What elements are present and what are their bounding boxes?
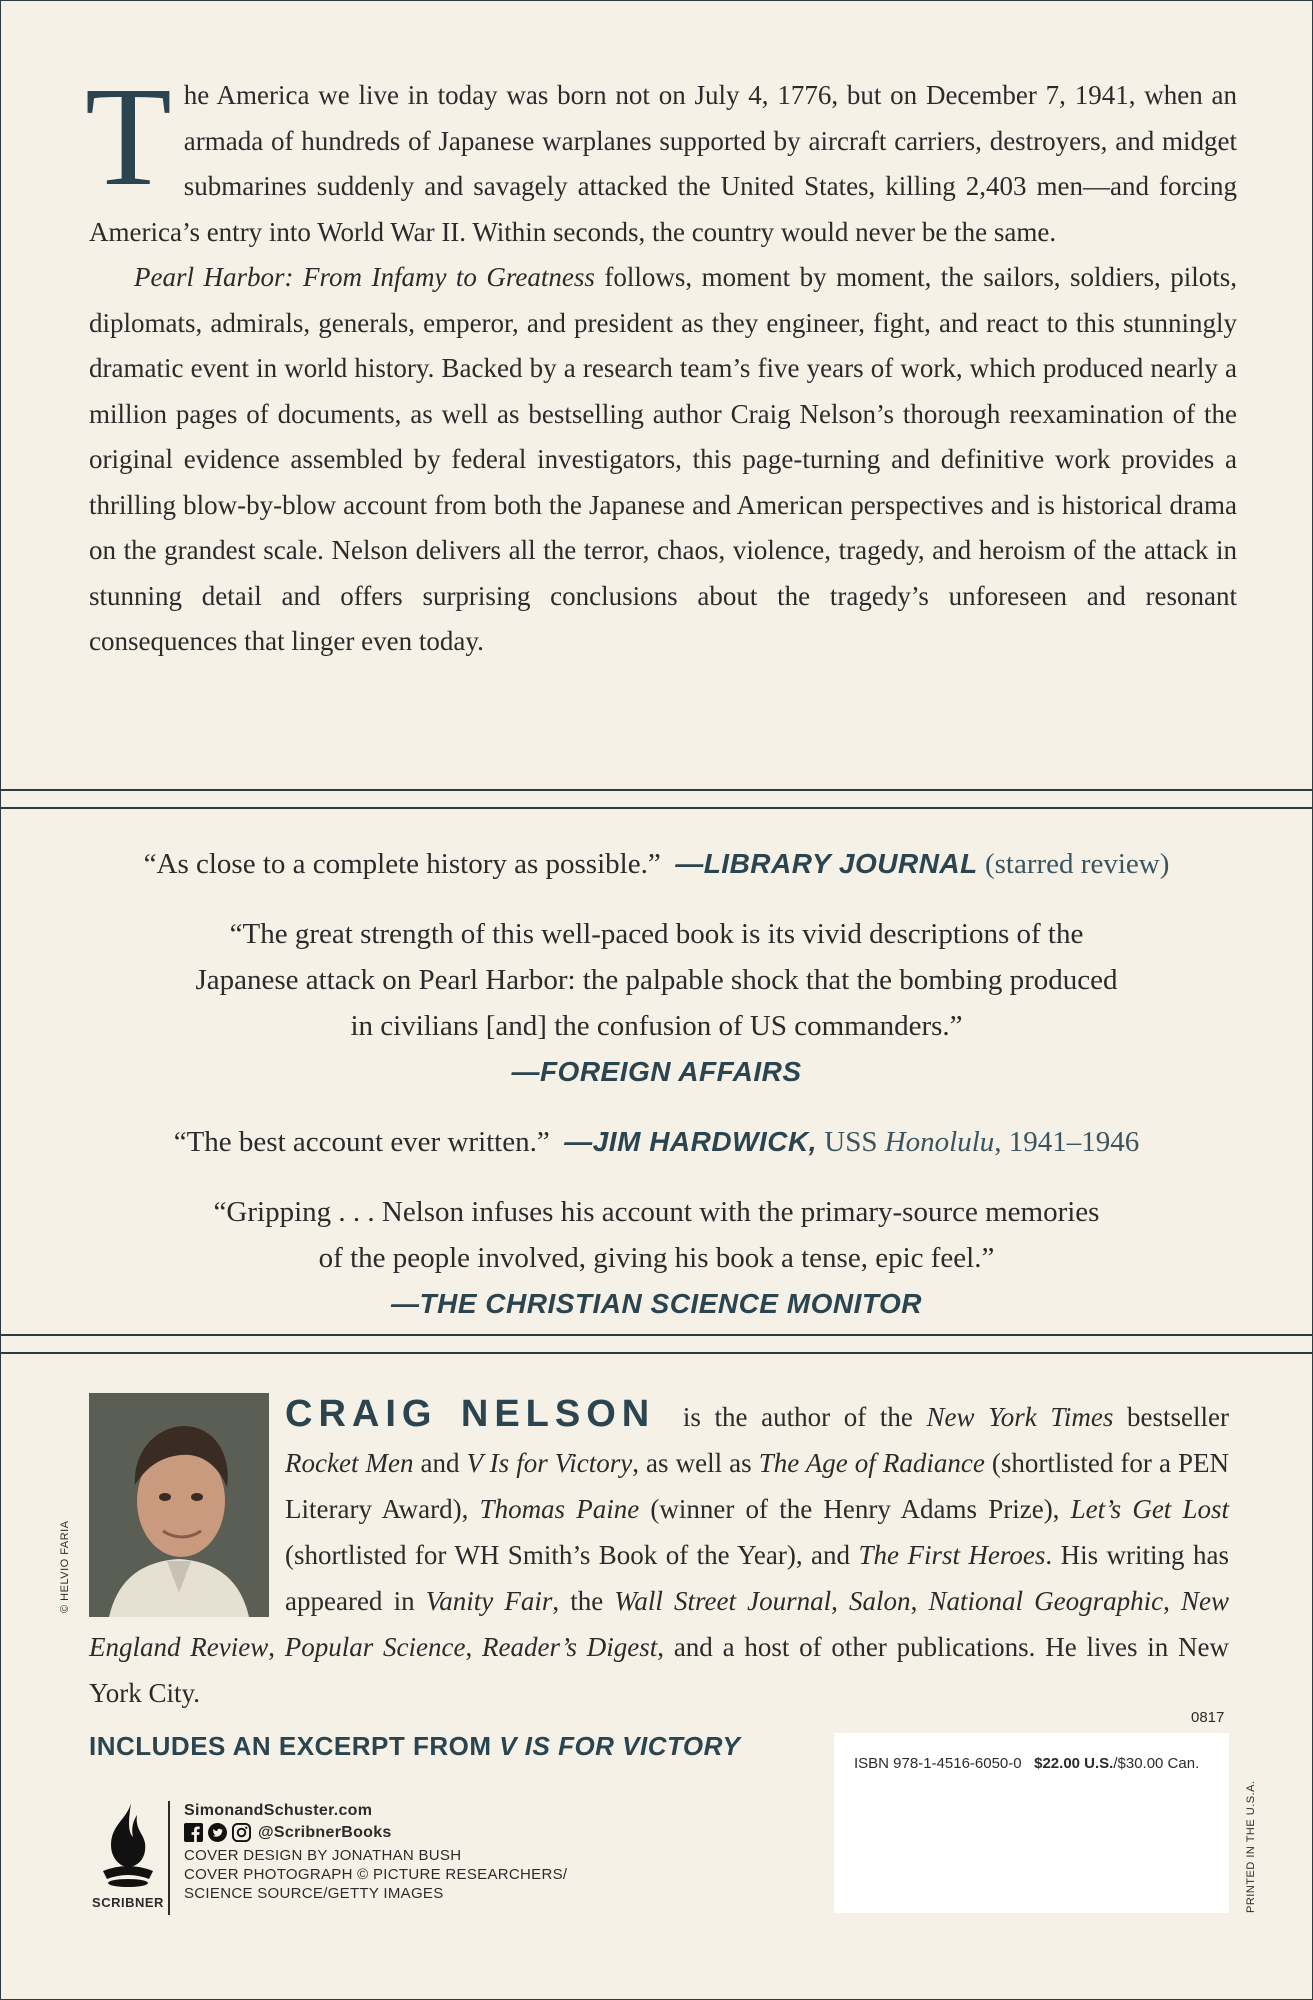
description-section (85, 57, 1237, 665)
quote-note: (starred review) (984, 848, 1170, 880)
instagram-icon[interactable] (232, 1823, 251, 1842)
book-title: Pearl Harbor: From Infamy to Greatness (134, 262, 595, 292)
quote-line: “Gripping . . . Nelson infuses his account with the primary-source memories (213, 1196, 1100, 1228)
section-divider-bottom (1, 1334, 1312, 1354)
social-links (184, 1823, 567, 1842)
edition-code: 0817 (1191, 1709, 1225, 1726)
scribner-logo (83, 1799, 173, 1910)
photo-credit: © HELVIO FARIA (59, 1520, 71, 1613)
flame-logo-icon (97, 1799, 159, 1891)
description-paragraph-1 (85, 57, 1237, 255)
drop-cap: T (85, 57, 172, 215)
author-name: CRAIG NELSON (285, 1393, 656, 1435)
quote-attribution: —LIBRARY JOURNAL (675, 848, 978, 879)
publisher-website[interactable]: SimonandSchuster.com (184, 1802, 373, 1819)
quote-line: in civilians [and] the confusion of US commanders.” (350, 1010, 963, 1042)
publisher-info (184, 1801, 567, 1903)
logo-divider (168, 1801, 170, 1915)
cover-photo-credit: COVER PHOTOGRAPH © PICTURE RESEARCHERS/ (184, 1866, 568, 1883)
quote-attribution: —THE CHRISTIAN SCIENCE MONITOR (391, 1288, 922, 1319)
description-text-1: he America we live in today was born not on July 4, 1776, but on December 7, 1941, when an armada of hundreds of Japanese warplanes supported by aircraft carriers, destroyers, and midget submarines suddenly and savagely attacked the United States, killing 2,403 men—and forcing America’s entry into World War II. Within seconds, the country would never be the same. (89, 80, 1237, 247)
twitter-icon[interactable] (208, 1823, 227, 1842)
author-bio: CRAIG NELSON is the author of the New York Times bestseller Rocket Men and V Is for Victory, as well as The Age of Radiance (shortlisted for a PEN Literary Award), Thomas Paine (winner of the Henry Adams Prize), Let’s Get Lost (shortlisted for WH Smith’s Book of the Year), and The First Heroes. His writing has appeared in Vanity Fair, the Wall Street Journal, Salon, National Geographic, New England Review, Popular Science, Reader’s Digest, and a host of other publications. He lives in New York City. (89, 1393, 1230, 1708)
review-quote-4 (41, 1189, 1272, 1327)
quote-attribution: —FOREIGN AFFAIRS (511, 1056, 802, 1087)
description-paragraph-2 (89, 255, 1237, 665)
review-quote-2 (41, 911, 1272, 1095)
quote-attribution: —JIM HARDWICK, (564, 1126, 817, 1157)
cover-photo-credit-2: SCIENCE SOURCE/GETTY IMAGES (184, 1885, 444, 1902)
quote-text: “The best account ever written.” (173, 1126, 550, 1158)
social-handle[interactable]: @ScribnerBooks (258, 1824, 392, 1841)
quote-note: USS Honolulu, 1941–1946 (824, 1126, 1140, 1158)
section-divider-top (1, 789, 1312, 809)
barcode-box (834, 1733, 1229, 1913)
quote-text: “As close to a complete history as possible.” (143, 848, 661, 880)
review-quote-3 (41, 1119, 1272, 1165)
review-quote-1 (41, 841, 1272, 887)
printed-in-note: PRINTED IN THE U.S.A. (1245, 1780, 1257, 1913)
isbn-price-line (854, 1755, 1199, 1772)
cover-design-credit: COVER DESIGN BY JONATHAN BUSH (184, 1847, 462, 1864)
facebook-icon[interactable] (184, 1823, 203, 1842)
description-text-2: follows, moment by moment, the sailors, soldiers, pilots, diplomats, admirals, generals, emperor, and president as they engineer, fight, and react to this stunningly dramatic event in world history. Backed by a research team’s five years of work, which produced nearly a million pages of documents, as well as bestselling author Craig Nelson’s thorough reexamination of the original evidence assembled by federal investigators, this page-turning and definitive work provides a thrilling blow-by-blow account from both the Japanese and American perspectives and is historical drama on the grandest scale. Nelson delivers all the terror, chaos, violence, tragedy, and heroism of the attack in stunning detail and offers surprising conclusions about the tragedy’s unforeseen and resonant consequences that linger even today. (89, 262, 1237, 656)
excerpt-notice: INCLUDES AN EXCERPT FROM V IS FOR VICTORY (89, 1731, 741, 1761)
quote-line: “The great strength of this well-paced book is its vivid descriptions of the (229, 918, 1084, 950)
excerpt-title: V IS FOR VICTORY (499, 1731, 741, 1761)
review-quotes (41, 841, 1272, 1351)
quote-line: Japanese attack on Pearl Harbor: the palpable shock that the bombing produced (195, 964, 1118, 996)
price-us: $22.00 U.S. (1034, 1755, 1114, 1772)
quote-line: of the people involved, giving his book a tense, epic feel.” (318, 1242, 995, 1274)
logo-wordmark: SCRIBNER (92, 1895, 164, 1910)
isbn: ISBN 978-1-4516-6050-0 (854, 1755, 1022, 1772)
price-can: /$30.00 Can. (1113, 1755, 1200, 1772)
